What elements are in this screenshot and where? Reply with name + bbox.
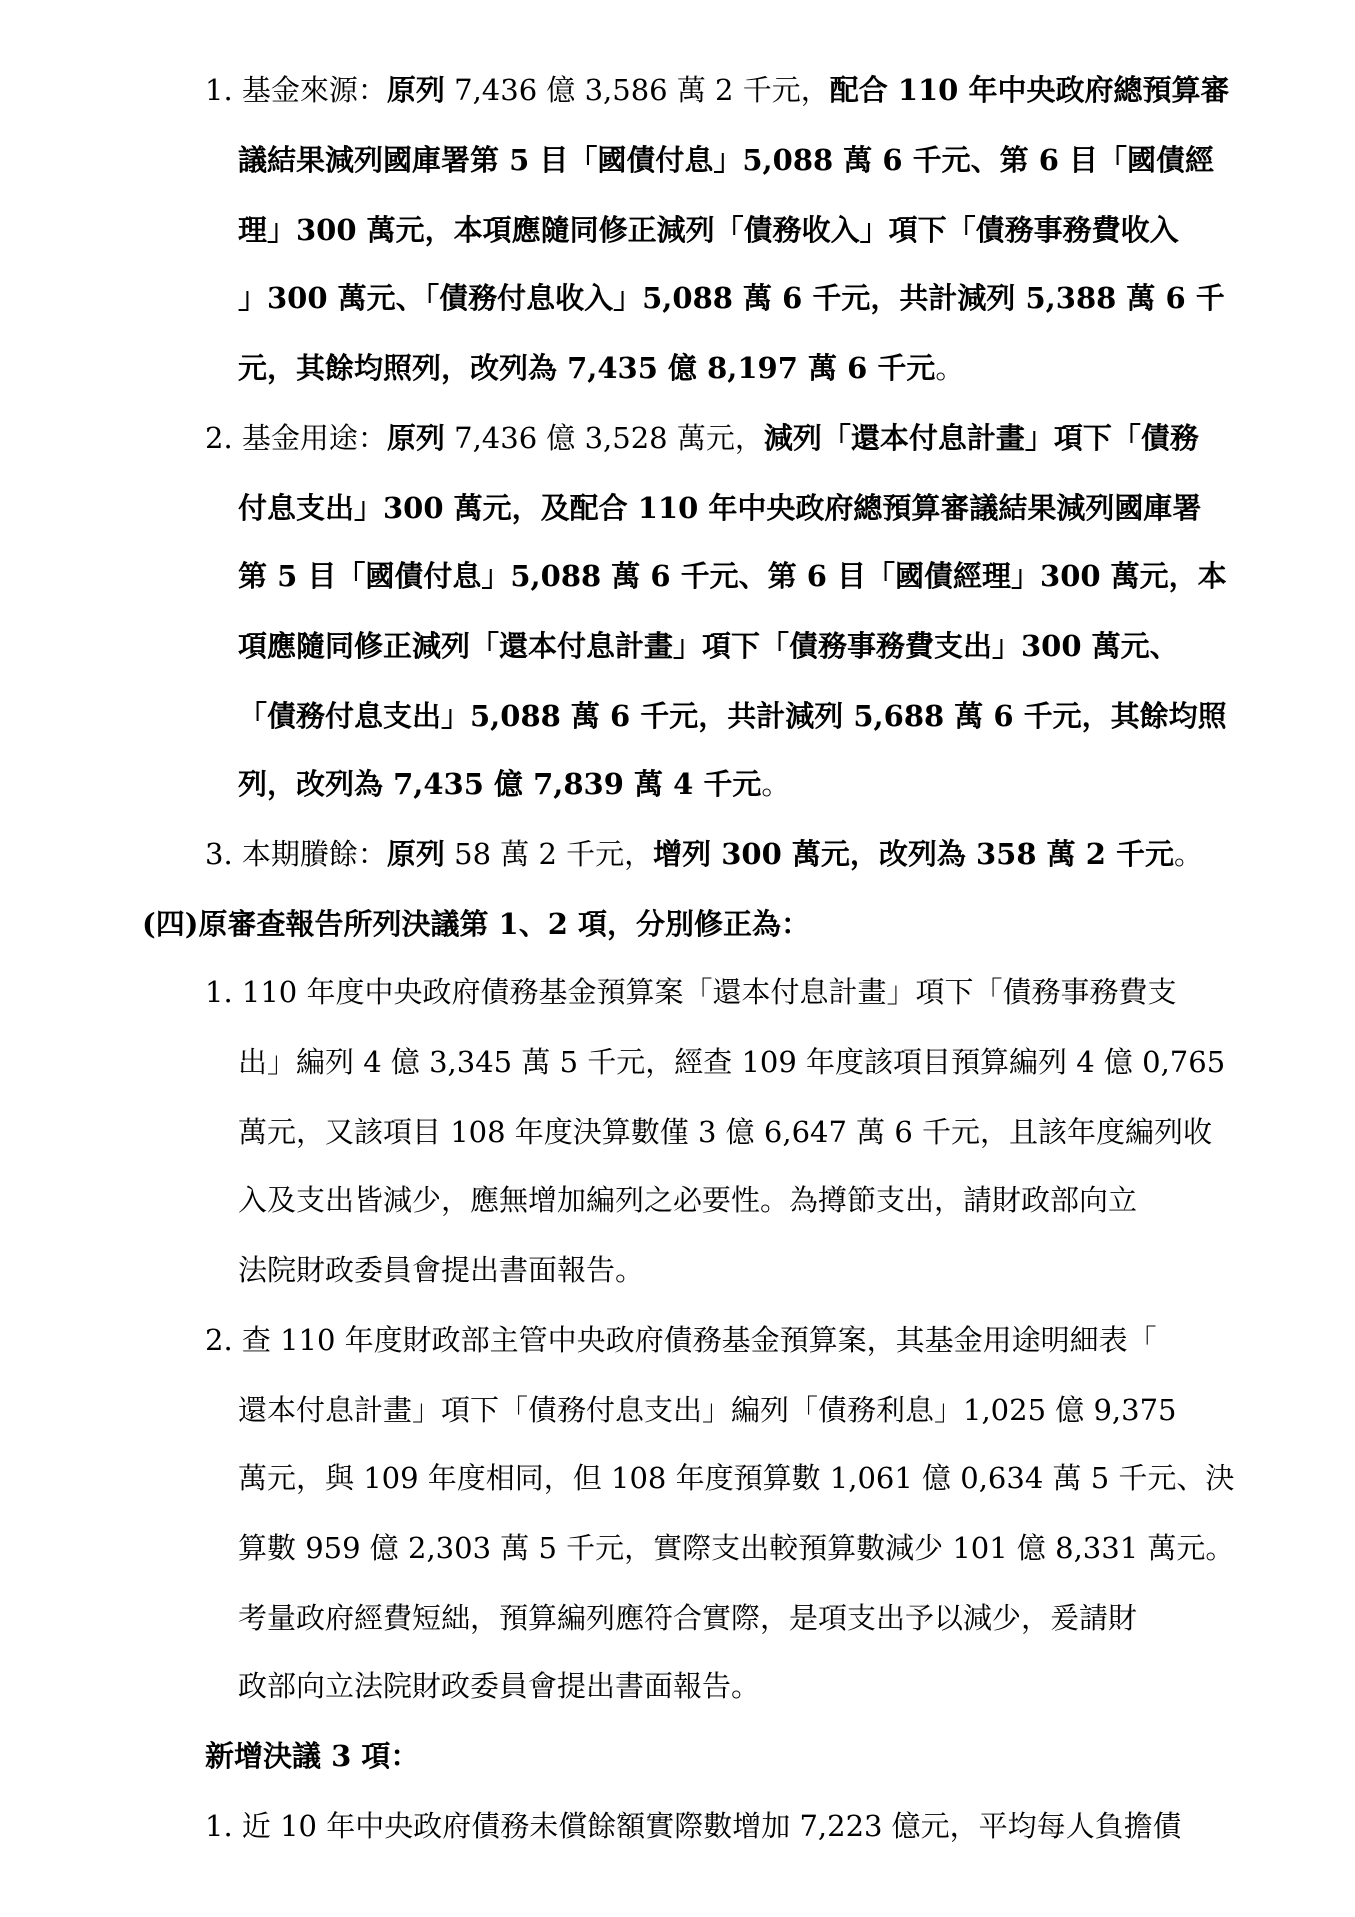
res2-line4: 算數 959 億 2,303 萬 5 千元，實際支出較預算數減少 101 億 8,331 萬元。 [238, 1531, 1235, 1565]
section4-heading: (四)原審查報告所列決議第 1、2 項，分別修正為： [142, 907, 810, 941]
item2-original-value: 7,436 億 3,528 萬元， [444, 421, 764, 455]
item1-label: 基金來源： [241, 73, 387, 107]
item1-adjustment-text: 配合 110 年中央政府總預算審 [829, 73, 1230, 107]
new-res1-number: 1. [205, 1809, 233, 1843]
res1-line4: 入及支出皆減少，應無增加編列之必要性。為撙節支出，請財政部向立 [238, 1183, 1138, 1217]
item1-number: 1. [205, 73, 233, 107]
item1-line5: 元，其餘均照列，改列為 7,435 億 8,197 萬 6 千元。 [238, 351, 965, 385]
item2-line3: 第 5 目「國債付息」5,088 萬 6 千元、第 6 目「國債經理」300 萬元，本 [238, 559, 1227, 593]
item1-original-value: 7,436 億 3,586 萬 2 千元， [444, 73, 830, 107]
item2-line6: 列，改列為 7,435 億 7,839 萬 4 千元。 [238, 767, 791, 801]
item2-label: 基金用途： [241, 421, 387, 455]
item2-line1 [205, 418, 1199, 458]
res1-line2: 出」編列 4 億 3,345 萬 5 千元，經查 109 年度該項目預算編列 4 億 0,765 [238, 1045, 1226, 1079]
new-res1-line1: 1. 近 10 年中央政府債務未償餘額實際數增加 7,223 億元，平均每人負擔債 [205, 1809, 1182, 1843]
res2-line6: 政部向立法院財政委員會提出書面報告。 [238, 1669, 761, 1703]
item2-line5: 「債務付息支出」5,088 萬 6 千元，共計減列 5,688 萬 6 千元，其餘均照 [238, 699, 1227, 733]
res1-line1: 1. 110 年度中央政府債務基金預算案「還本付息計畫」項下「債務事務費支 [205, 975, 1177, 1009]
item1-line2: 議結果減列國庫署第 5 目「國債付息」5,088 萬 6 千元、第 6 目「國債經 [238, 143, 1215, 177]
item3-original-label: 原列 [386, 837, 445, 871]
item2-line4: 項應隨同修正減列「還本付息計畫」項下「債務事務費支出」300 萬元、 [238, 629, 1179, 663]
item3-number: 3. [205, 837, 233, 871]
res1-line5: 法院財政委員會提出書面報告。 [238, 1253, 645, 1287]
item3-original-value: 58 萬 2 千元， [444, 837, 654, 871]
item1-line4: 」300 萬元、「債務付息收入」5,088 萬 6 千元，共計減列 5,388 萬 6 千 [238, 281, 1225, 315]
item3-label: 本期賸餘： [241, 837, 387, 871]
item2-adjustment-text: 減列「還本付息計畫」項下「債務 [763, 421, 1199, 455]
item3-adjustment-text: 增列 300 萬元，改列為 358 萬 2 千元 [653, 837, 1174, 871]
item2-original-label: 原列 [386, 421, 445, 455]
new-resolutions-heading: 新增決議 3 項： [205, 1739, 420, 1773]
item1-line3: 理」300 萬元，本項應隨同修正減列「債務收入」項下「債務事務費收入 [238, 213, 1179, 247]
item2-line2: 付息支出」300 萬元，及配合 110 年中央政府總預算審議結果減列國庫署 [238, 491, 1202, 525]
res2-line3: 萬元，與 109 年度相同，但 108 年度預算數 1,061 億 0,634 萬 5 千元、決 [238, 1461, 1235, 1495]
res2-number: 2. [205, 1323, 233, 1357]
item1-original-label: 原列 [386, 73, 445, 107]
res2-line5: 考量政府經費短絀，預算編列應符合實際，是項支出予以減少，爰請財 [238, 1601, 1138, 1635]
item3-line1: 3. 本期賸餘：原列 58 萬 2 千元，增列 300 萬元，改列為 358 萬 2 千元。 [205, 837, 1203, 871]
res2-line1: 2. 查 110 年度財政部主管中央政府債務基金預算案，其基金用途明細表「 [205, 1323, 1157, 1357]
res2-line2: 還本付息計畫」項下「債務付息支出」編列「債務利息」1,025 億 9,375 [238, 1393, 1177, 1427]
item2-number: 2. [205, 421, 233, 455]
res1-line3: 萬元，又該項目 108 年度決算數僅 3 億 6,647 萬 6 千元，且該年度編列收 [238, 1115, 1213, 1149]
res1-number: 1. [205, 975, 233, 1009]
item1-line1 [205, 70, 1229, 110]
